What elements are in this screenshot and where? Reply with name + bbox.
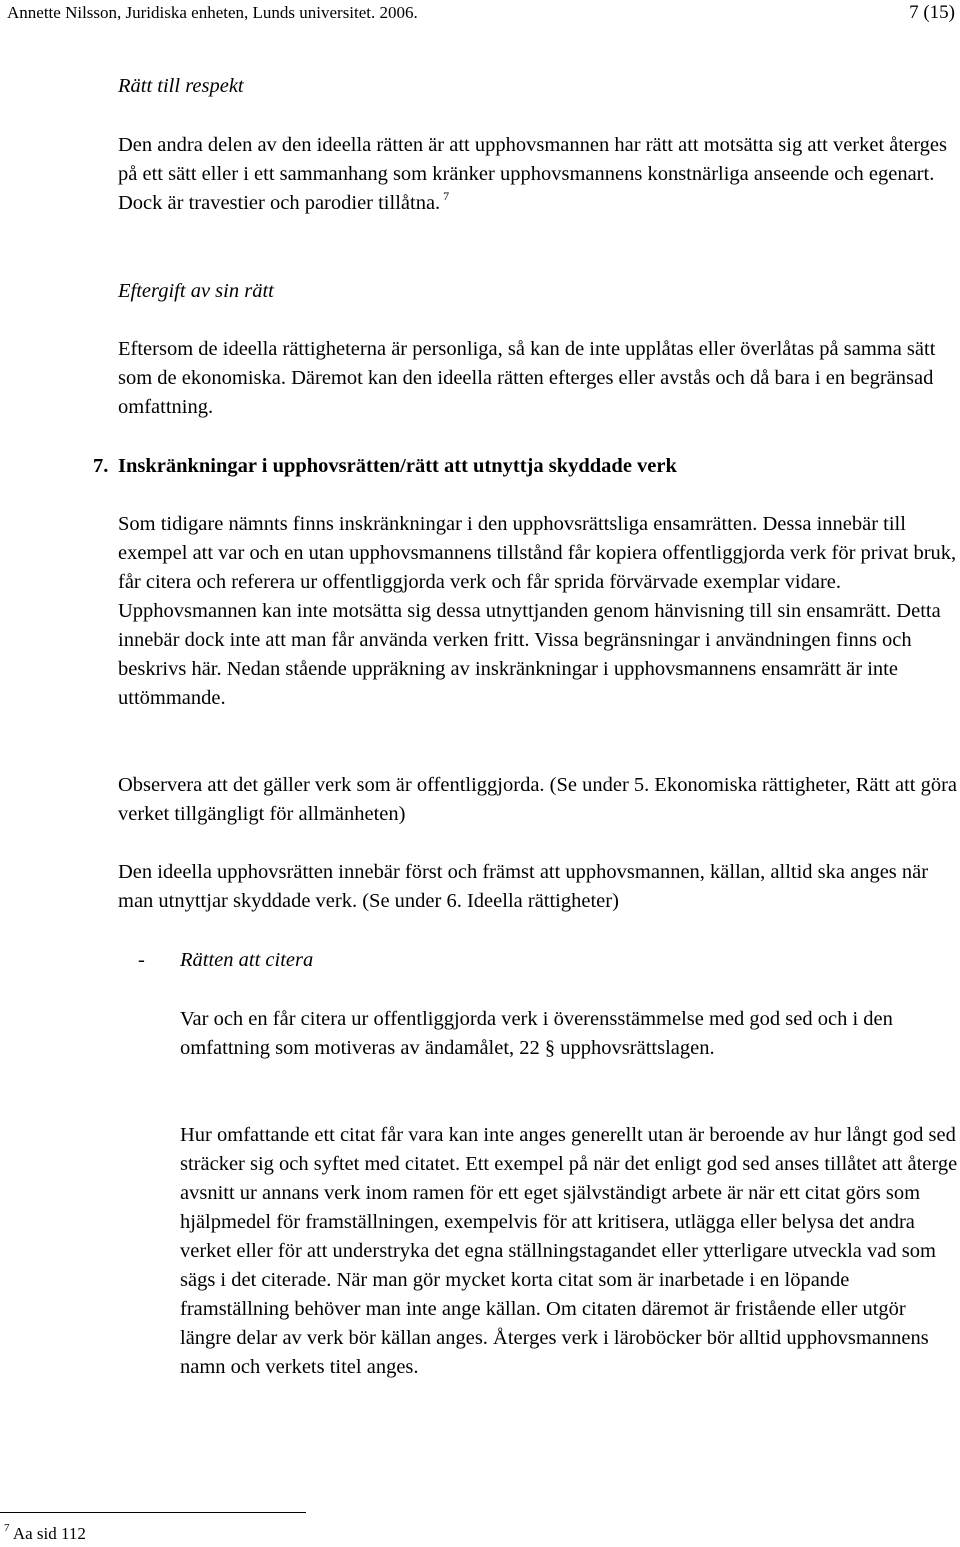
header-author: Annette Nilsson, Juridiska enheten, Lunds universitet. 2006. — [7, 3, 418, 22]
heading-eftergift: Eftergift av sin rätt — [118, 280, 274, 302]
paragraph-citera-2: Hur omfattande ett citat får vara kan inte anges generellt utan är beroende av hur långt god sed sträcker sig och syftet med citatet. Ett exempel på när det enligt god sed anses tillåtet att återge avsnitt ur annans verk inom ramen för ett eget självständigt arbete är när ett citat görs som hjälpmedel för framställningen, exempelvis för att kritisera, utlägga eller belysa det andra verket eller för att understryka det egna ställningstagandet eller ytterligare utveckla vad som sägs i det citerade. När man gör mycket korta citat som är inarbetade i en löpande framställning behöver man inte ange källan. Om citaten däremot är fristående eller utgör längre delar av verk bör källan anges. Återges verk i läroböcker bör alltid upphovsmannens namn och verkets titel anges. — [180, 1124, 958, 1378]
page-header — [7, 0, 955, 26]
footnote-number: 7 — [4, 1522, 10, 1534]
paragraph-respekt — [118, 131, 960, 218]
footnote-text: Aa sid 112 — [12, 1524, 86, 1543]
footnote-divider — [0, 1512, 306, 1513]
paragraph-ideella: Den ideella upphovsrätten innebär först och främst att upphovsmannen, källan, alltid ska anges när man utnyttjar skyddade verk. (Se under 6. Ideella rättigheter) — [118, 861, 929, 912]
paragraph-respekt-text: Den andra delen av den ideella rätten är att upphovsmannen har rätt att motsätta sig att verket återges på ett sätt eller i ett sammanhang som kränker upphovsmannens konstnärliga anseende och egenart. Dock är travestier och parodier tillåtna. — [118, 134, 947, 214]
section-7-number: 7. — [93, 455, 109, 477]
list-heading-ratten-att-citera: Rätten att citera — [180, 949, 314, 971]
paragraph-eftergift: Eftersom de ideella rättigheterna är personliga, så kan de inte upplåtas eller överlåtas på samma sätt som de ekonomiska. Däremot kan den ideella rätten efterges eller avstås och då bara i en begränsad omfattning. — [118, 338, 936, 418]
page-number: 7 (15) — [909, 2, 955, 23]
paragraph-observera: Observera att det gäller verk som är offentliggjorda. (Se under 5. Ekonomiska rättigheter, Rätt att göra verket tillgängligt för allmänheten) — [118, 774, 958, 825]
footnote-7 — [4, 1522, 86, 1546]
paragraph-citera-1: Var och en får citera ur offentliggjorda verk i överensstämmelse med god sed och i den omfattning som motiveras av ändamålet, 22 § upphovsrättslagen. — [180, 1008, 893, 1059]
paragraph-inskrankningar: Som tidigare nämnts finns inskränkningar i den upphovsrättsliga ensamrätten. Dessa innebär till exempel att var och en utan upphovsmannens tillstånd får kopiera offentliggjorda verk för privat bruk, får citera och referera ur offentliggjorda verk och får sprida förvärvade exemplar vidare. Upphovsmannen kan inte motsätta sig dessa utnyttjanden genom hänvisning till sin ensamrätt. Detta innebär dock inte att man får använda verken fritt. Vissa begränsningar i användningen finns och beskrivs här. Nedan stående uppräkning av inskränkningar i upphovsmannens ensamrätt är inte uttömmande. — [118, 513, 957, 709]
footnote-ref-7[interactable]: 7 — [443, 189, 450, 203]
heading-ratt-till-respekt: Rätt till respekt — [118, 75, 244, 97]
list-bullet-dash: - — [138, 949, 145, 971]
section-7-title: Inskränkningar i upphovsrätten/rätt att utnyttja skyddade verk — [118, 455, 677, 477]
